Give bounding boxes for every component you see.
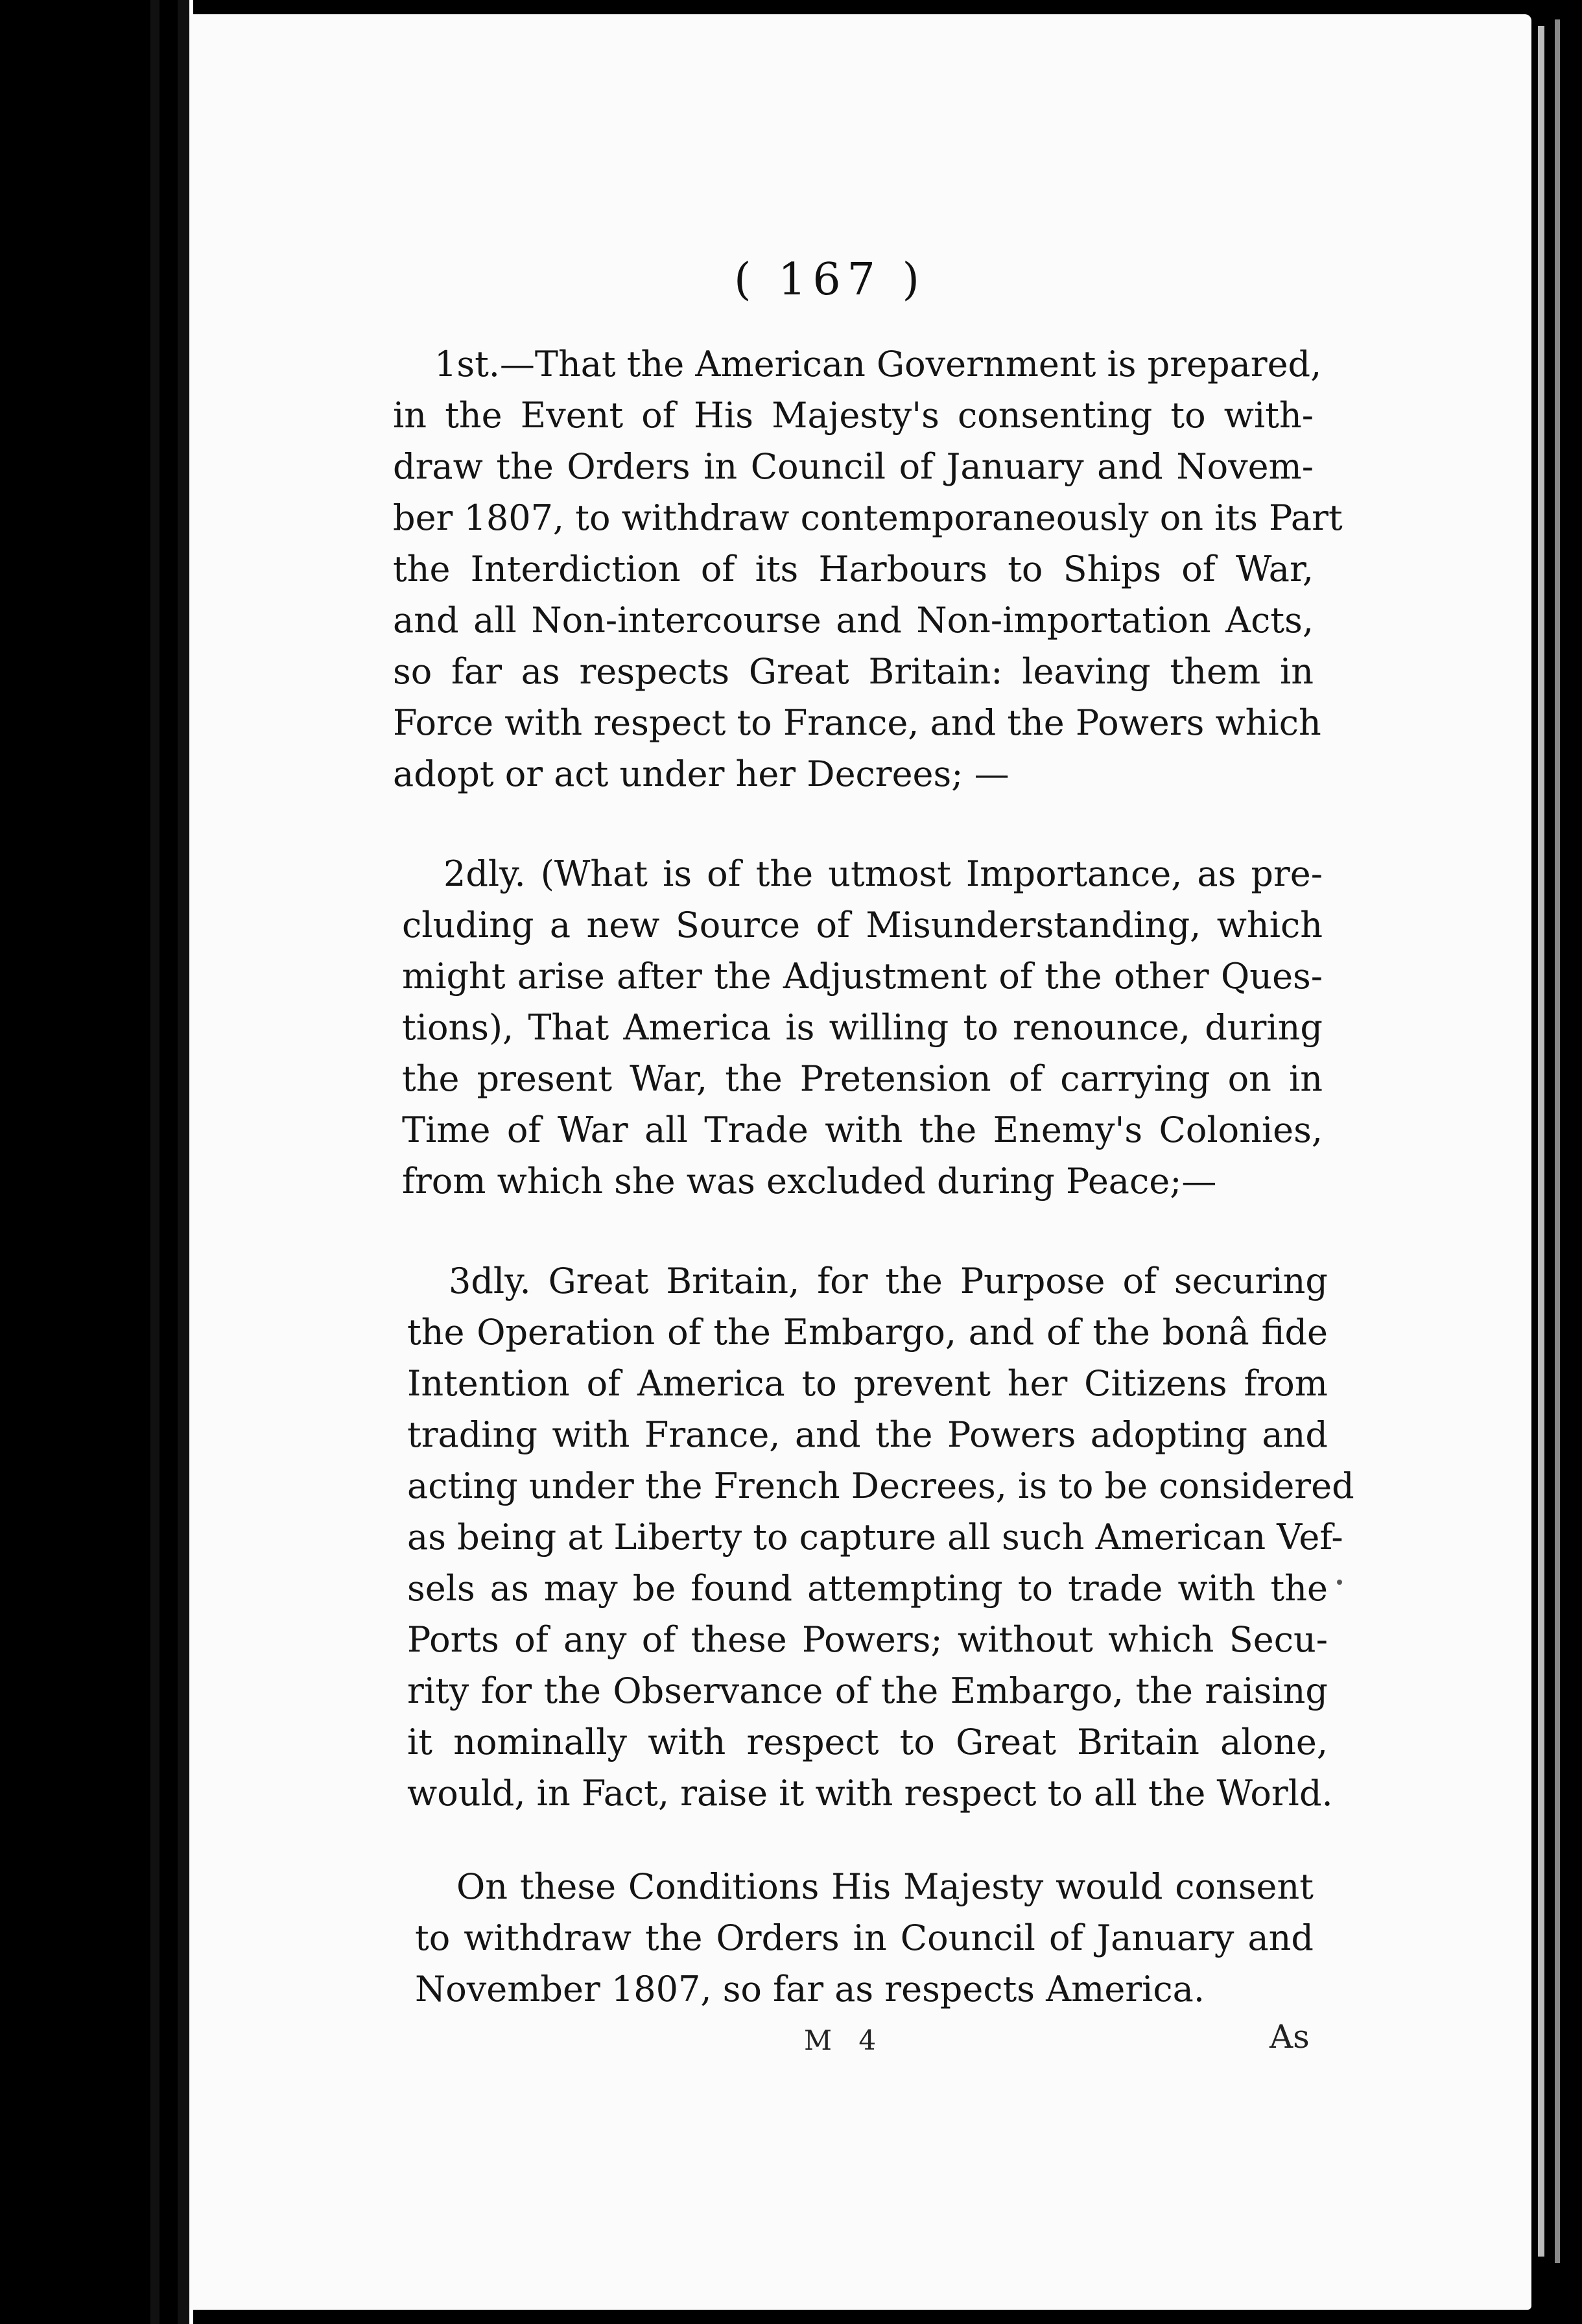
text-line: 1st.—That the American Government is prepared, [434,344,1322,385]
text-line: the present War, the Pretension of carrying on in [402,1058,1323,1099]
text-line: Force with respect to France, and the Powers which [393,702,1321,743]
text-line: would, in Fact, raise it with respect to all the World. [407,1773,1333,1814]
text-line: adopt or act under her Decrees; — [393,753,1009,794]
paragraph-second [402,848,1323,1207]
paragraph-third [407,1255,1354,1819]
text-line: November 1807, so far as respects America. [415,1969,1205,2010]
paragraph-fourth [415,1861,1314,2015]
text-line: might arise after the Adjustment of the other Ques- [402,956,1323,997]
catchword: As [1269,2018,1310,2056]
binding-shadow [159,0,178,2324]
text-line: the Operation of the Embargo, and of the bonâ fide [407,1312,1328,1353]
text-line: it nominally with respect to Great Britain alone, [407,1722,1328,1762]
text-line: and all Non-intercourse and Non-importation Acts, [393,600,1314,641]
text-line: to withdraw the Orders in Council of January and [415,1917,1314,1958]
text-line: from which she was excluded during Peace;— [402,1161,1217,1202]
text-line: trading with France, and the Powers adopting and [407,1414,1328,1455]
text-line: cluding a new Source of Misunderstanding, which [402,905,1323,945]
text-line: 3dly. Great Britain, for the Purpose of securing [449,1261,1328,1301]
text-line: Ports of any of these Powers; without which Secu- [407,1619,1328,1660]
text-line: draw the Orders in Council of January and Novem- [393,446,1314,487]
text-line: On these Conditions His Majesty would consent [456,1866,1314,1907]
text-line: Intention of America to prevent her Citizens from [407,1363,1328,1404]
paragraph-first [393,338,1343,800]
text-line: the Interdiction of its Harbours to Ships of War, [393,549,1314,589]
page-edge-line-outer [1555,19,1560,2263]
text-line: so far as respects Great Britain: leaving them in [393,651,1314,692]
ink-speck [1337,1580,1342,1585]
text-line: sels as may be found attempting to trade with the [407,1568,1328,1609]
signature-mark: M 4 [804,2024,886,2056]
text-line: in the Event of His Majesty's consenting to with- [393,395,1314,436]
page-edge-line [1538,26,1544,2257]
text-line: ber 1807, to withdraw contemporaneously on its Part [393,497,1343,538]
text-line: rity for the Observance of the Embargo, the raising [407,1670,1328,1711]
text-line: tions), That America is willing to renounce, during [402,1007,1323,1048]
text-line: acting under the French Decrees, is to be considered [407,1465,1354,1506]
text-line: Time of War all Trade with the Enemy's Colonies, [402,1109,1323,1150]
text-line: as being at Liberty to capture all such American Vef- [407,1517,1343,1558]
page-number-heading: ( 167 ) [733,254,927,305]
text-line: 2dly. (What is of the utmost Importance, as pre- [443,853,1323,894]
